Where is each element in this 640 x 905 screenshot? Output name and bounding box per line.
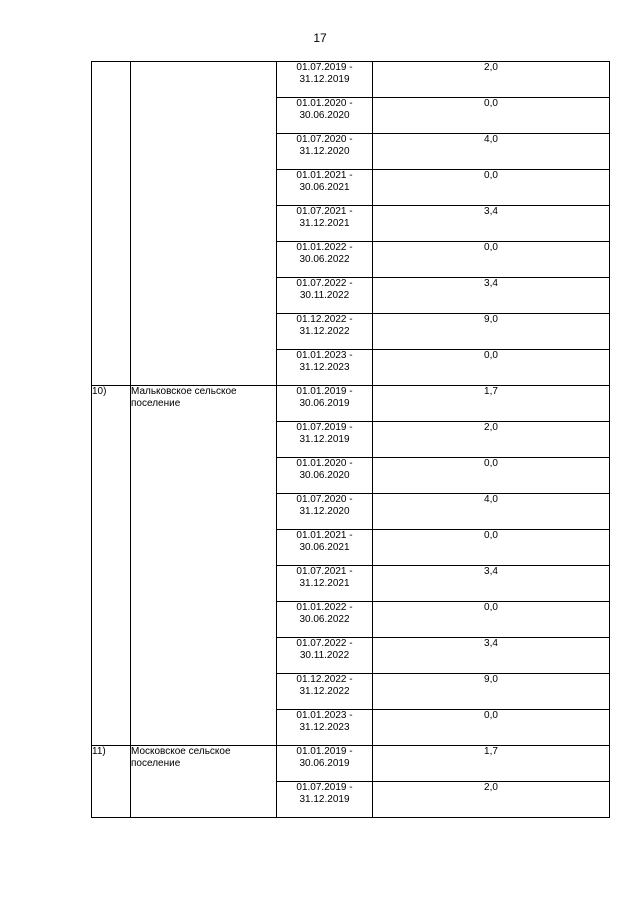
page-number: 17	[313, 31, 327, 45]
period-start: 01.01.2021 -	[296, 530, 353, 541]
period-end: 31.12.2020	[299, 506, 350, 517]
period-start: 01.01.2023 -	[296, 710, 353, 721]
period-end: 31.12.2019	[299, 434, 350, 445]
rate-value: 0,0	[373, 242, 610, 278]
rate-value: 3,4	[373, 638, 610, 674]
period-end: 30.06.2019	[299, 398, 350, 409]
period-cell	[277, 170, 373, 206]
period-cell	[277, 746, 373, 782]
period-cell	[277, 350, 373, 386]
period-start: 01.01.2021 -	[296, 170, 353, 181]
period-end: 31.12.2021	[299, 578, 350, 589]
period-cell	[277, 674, 373, 710]
period-end: 30.06.2022	[299, 614, 350, 625]
period-cell	[277, 566, 373, 602]
table-row	[92, 62, 610, 98]
period-cell	[277, 98, 373, 134]
period-start: 01.07.2021 -	[296, 206, 353, 217]
period-start: 01.12.2022 -	[296, 674, 353, 685]
period-end: 31.12.2019	[299, 794, 350, 805]
period-cell	[277, 278, 373, 314]
rate-value: 1,7	[373, 386, 610, 422]
period-cell	[277, 62, 373, 98]
rate-value: 0,0	[373, 710, 610, 746]
period-end: 30.06.2020	[299, 110, 350, 121]
period-start: 01.07.2020 -	[296, 494, 353, 505]
rate-value: 0,0	[373, 530, 610, 566]
period-end: 30.11.2022	[299, 290, 350, 301]
period-start: 01.07.2019 -	[296, 422, 353, 433]
period-start: 01.07.2022 -	[296, 278, 353, 289]
settlement-name	[131, 62, 277, 386]
rate-value: 0,0	[373, 98, 610, 134]
period-start: 01.07.2022 -	[296, 638, 353, 649]
rate-value: 4,0	[373, 494, 610, 530]
period-start: 01.01.2023 -	[296, 350, 353, 361]
period-end: 31.12.2022	[299, 686, 350, 697]
period-cell	[277, 242, 373, 278]
rate-value: 2,0	[373, 62, 610, 98]
period-end: 30.06.2021	[299, 182, 350, 193]
settlement-name: Мальковское сельское поселение	[131, 386, 277, 746]
period-end: 31.12.2023	[299, 722, 350, 733]
period-end: 30.06.2019	[299, 758, 350, 769]
period-end: 31.12.2021	[299, 218, 350, 229]
tariff-table	[91, 61, 610, 818]
rate-value: 9,0	[373, 314, 610, 350]
period-start: 01.12.2022 -	[296, 314, 353, 325]
rate-value: 0,0	[373, 350, 610, 386]
period-cell	[277, 530, 373, 566]
period-start: 01.07.2019 -	[296, 62, 353, 73]
period-cell	[277, 710, 373, 746]
rate-value: 2,0	[373, 422, 610, 458]
period-cell	[277, 602, 373, 638]
settlement-name: Московское сельское поселение	[131, 746, 277, 818]
rate-value: 3,4	[373, 566, 610, 602]
period-start: 01.07.2019 -	[296, 782, 353, 793]
period-end: 30.06.2021	[299, 542, 350, 553]
settlement-number: 10)	[92, 386, 131, 746]
table-row	[92, 746, 610, 782]
period-cell	[277, 314, 373, 350]
period-cell	[277, 494, 373, 530]
rate-value: 0,0	[373, 170, 610, 206]
rate-value: 1,7	[373, 746, 610, 782]
period-start: 01.01.2022 -	[296, 602, 353, 613]
settlement-number	[92, 62, 131, 386]
period-end: 31.12.2023	[299, 362, 350, 373]
period-end: 30.06.2020	[299, 470, 350, 481]
tariff-table-body	[92, 62, 610, 818]
table-row	[92, 386, 610, 422]
period-cell	[277, 386, 373, 422]
settlement-number: 11)	[92, 746, 131, 818]
period-cell	[277, 206, 373, 242]
period-start: 01.01.2020 -	[296, 98, 353, 109]
period-start: 01.07.2021 -	[296, 566, 353, 577]
period-start: 01.01.2020 -	[296, 458, 353, 469]
period-end: 31.12.2022	[299, 326, 350, 337]
period-end: 31.12.2020	[299, 146, 350, 157]
period-cell	[277, 458, 373, 494]
period-start: 01.01.2022 -	[296, 242, 353, 253]
period-end: 31.12.2019	[299, 74, 350, 85]
period-end: 30.11.2022	[299, 650, 350, 661]
rate-value: 9,0	[373, 674, 610, 710]
rate-value: 4,0	[373, 134, 610, 170]
rate-value: 0,0	[373, 458, 610, 494]
rate-value: 3,4	[373, 206, 610, 242]
period-cell	[277, 134, 373, 170]
period-cell	[277, 638, 373, 674]
rate-value: 2,0	[373, 782, 610, 818]
period-start: 01.01.2019 -	[296, 386, 353, 397]
period-cell	[277, 782, 373, 818]
period-start: 01.07.2020 -	[296, 134, 353, 145]
period-end: 30.06.2022	[299, 254, 350, 265]
rate-value: 3,4	[373, 278, 610, 314]
rate-value: 0,0	[373, 602, 610, 638]
period-start: 01.01.2019 -	[296, 746, 353, 757]
period-cell	[277, 422, 373, 458]
